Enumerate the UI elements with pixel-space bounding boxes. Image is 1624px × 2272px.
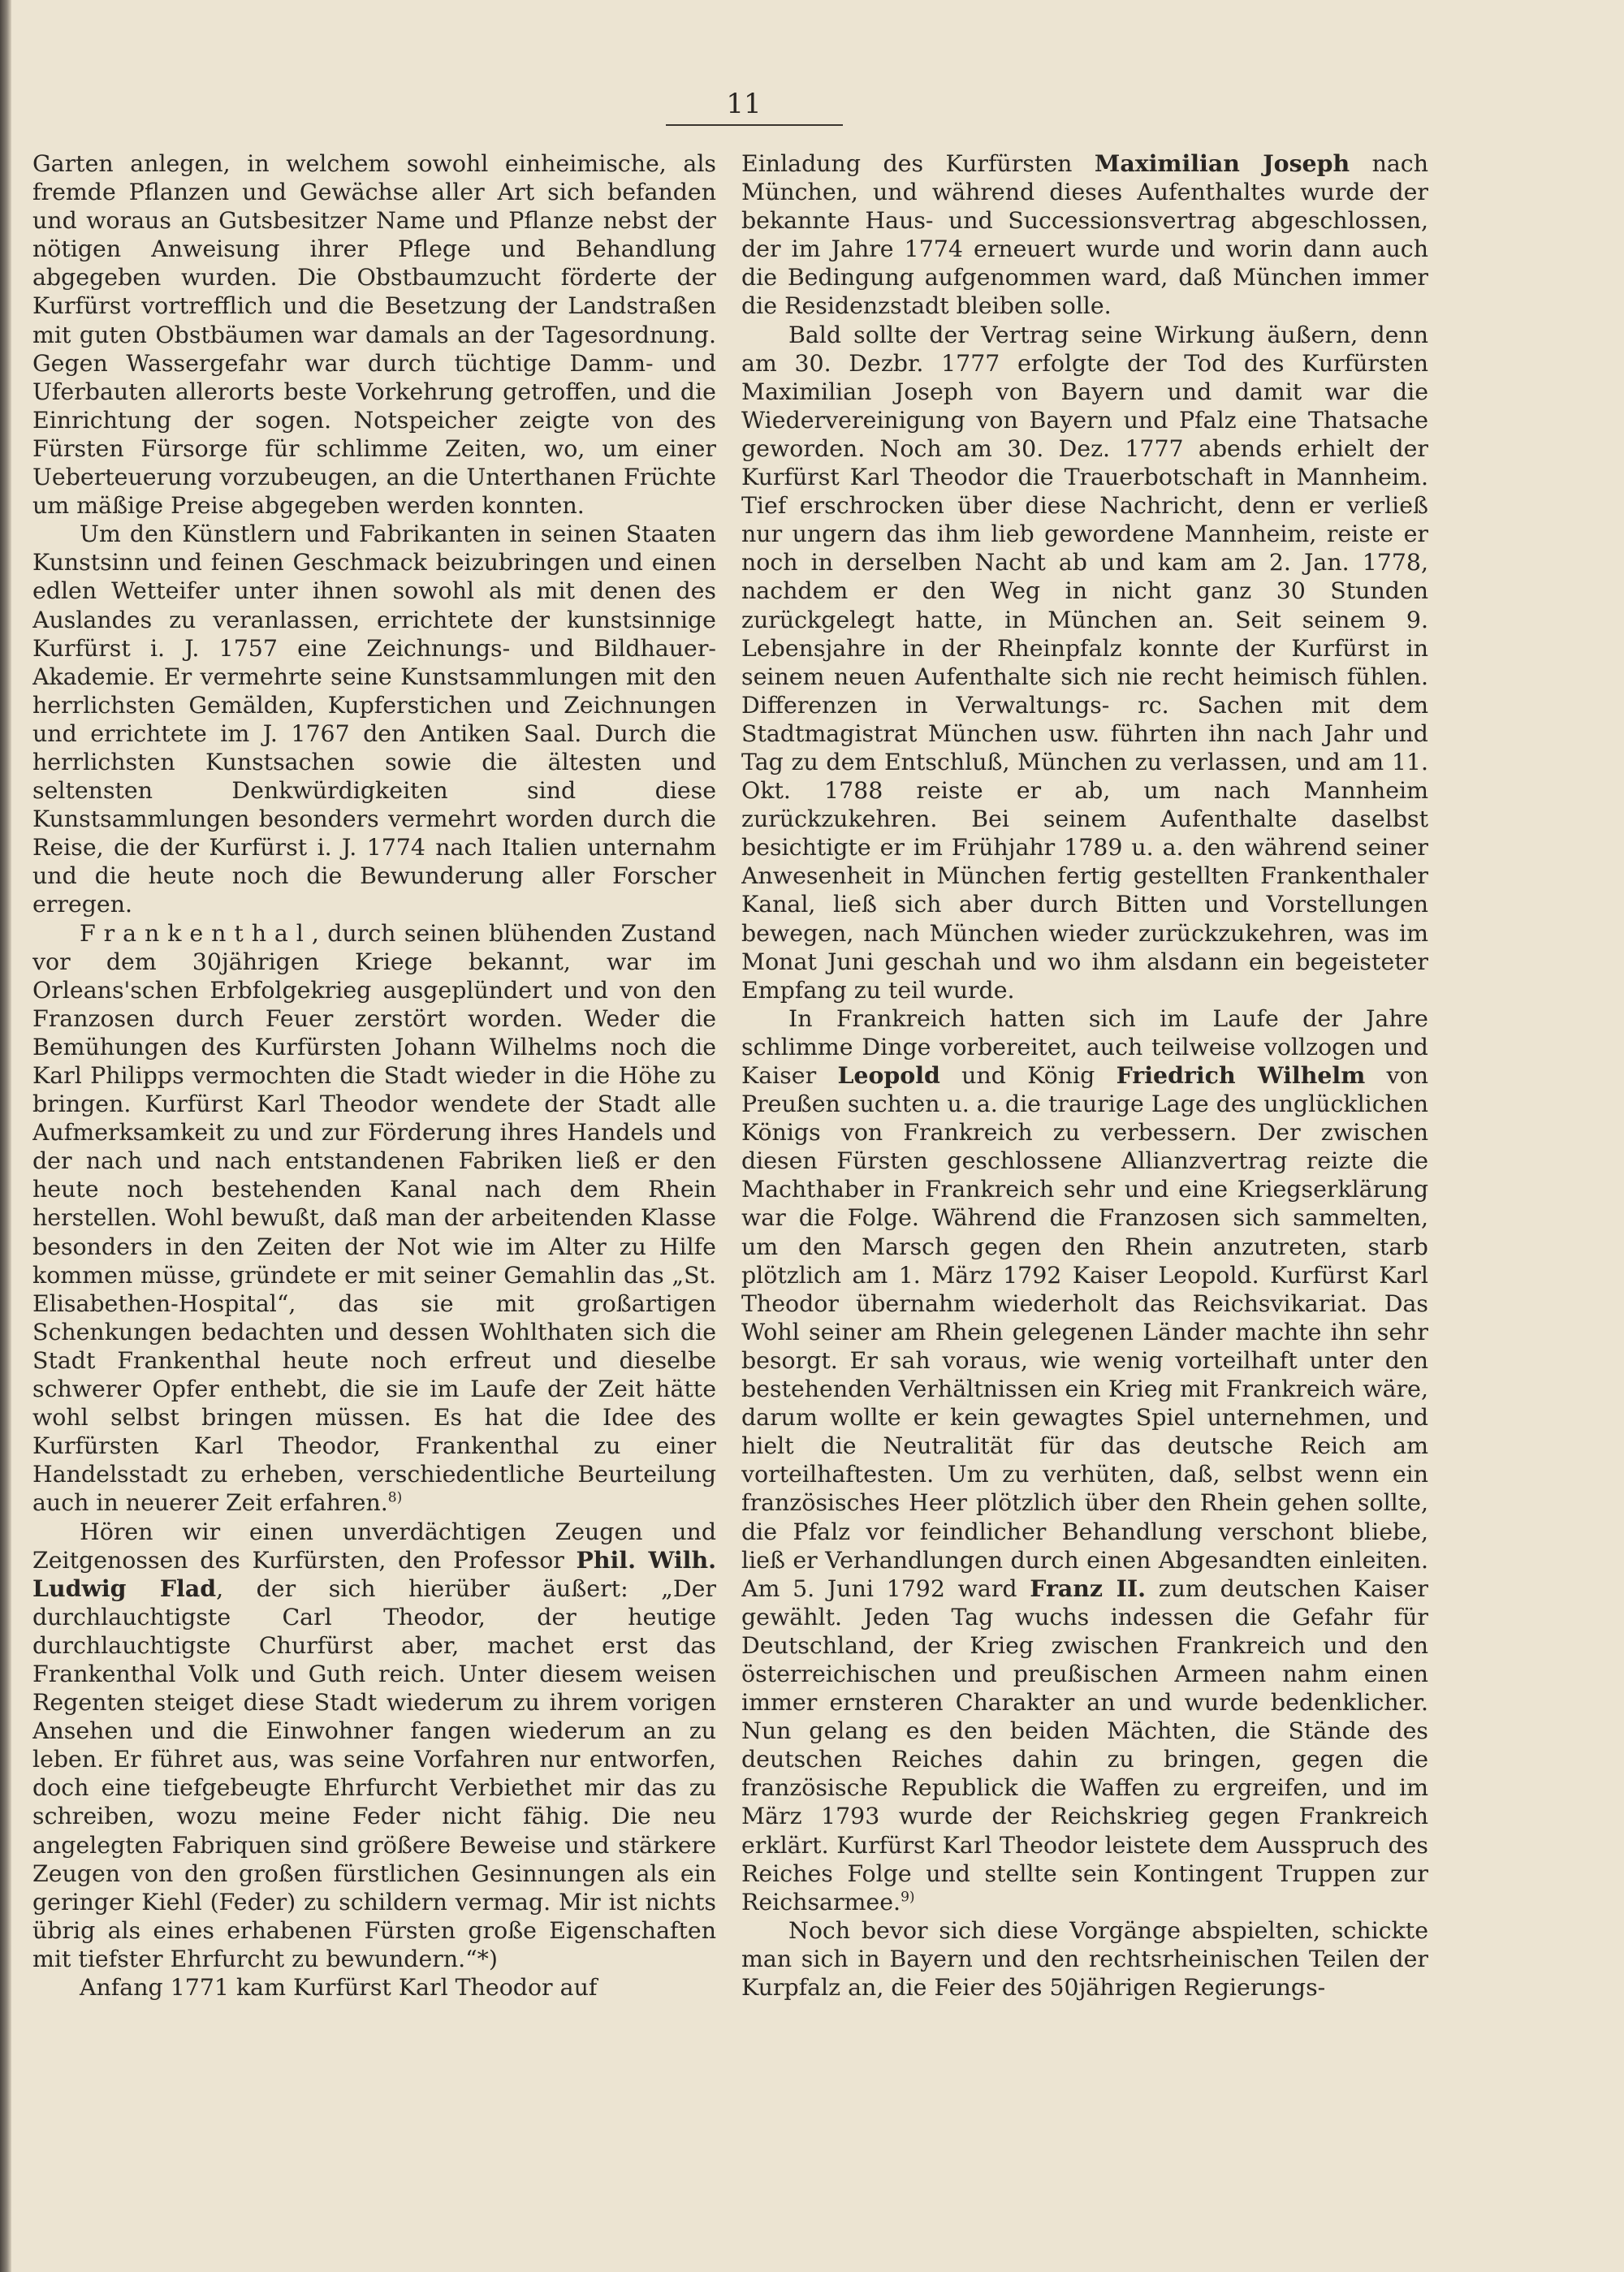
paragraph-text: von Preußen suchten u. a. die traurige Lage des unglücklichen Königs von Frankreich zu verbessern. Der zwischen diesen Fürsten geschlossene Allianzvertrag reizte die Machthaber in Frankreich sehr und eine Kriegserklärung war die Folge. Während die Franzosen sich sammelten, um den Marsch gegen den Rhein anzutreten, starb plötzlich am 1. März 1792 Kaiser Leopold. Kurfürst Karl Theodor übernahm wiederholt das Reichsvikariat. Das Wohl seiner am Rhein gelegenen Länder machte ihn sehr besorgt. Er sah voraus, wie wenig vorteilhaft unter den bestehenden Verhältnissen ein Krieg mit Frankreich wäre, darum wollte er kein gewagtes Spiel unternehmen, und hielt die Neutralität für das deutsche Reich am vorteilhaftesten. Um zu verhüten, daß, selbst wenn ein französisches Heer plötzlich über den Rhein gehen sollte, die Pfalz vor feindlicher Behandlung verschont bliebe, ließ er Verhandlungen durch einen Abgesandten einleiten. Am 5. Juni 1792 ward <box>741 1062 1428 1602</box>
bold-name: Maximilian Joseph <box>1094 149 1350 177</box>
bold-name: Leopold <box>837 1061 940 1089</box>
paragraph <box>32 149 716 520</box>
paragraph-text: In Frankreich hatten sich im Laufe der Jahre schlimme Dinge vorbereitet, auch teilweise vollzogen und Kaiser <box>741 1004 1428 1089</box>
paragraph <box>32 919 716 1518</box>
paragraph-text: Noch bevor sich diese Vorgänge abspielten, schickte man sich in Bayern und den rechtsrheinischen Teilen der Kurpfalz an, die Feier des 50jährigen Regierungs- <box>741 1916 1428 2001</box>
paragraph-text: Garten anlegen, in welchem sowohl einheimische, als fremde Pflanzen und Gewächse aller Art sich befanden und woraus an Gutsbesitzer Name und Pflanze nebst der nötigen Anweisung ihrer Pflege und Behandlung abgegeben wurden. Die Obstbaumzucht förderte der Kurfürst vortrefflich und die Besetzung der Landstraßen mit guten Obstbäumen war damals an der Tagesordnung. Gegen Wassergefahr war durch tüchtige Damm- und Uferbauten allerorts beste Vorkehrung getroffen, und die Einrichtung der sogen. Notspeicher zeigte von des Fürsten Fürsorge für schlimme Zeiten, wo, um einer Ueberteuerung vorzubeugen, an die Unterthanen Früchte um mäßige Preise abgegeben werden konnten. <box>32 150 716 520</box>
paragraph-text: Hören wir einen unverdächtigen Zeugen und Zeitgenossen des Kurfürsten, den Professor <box>32 1518 716 1574</box>
footnote-ref: 9) <box>901 1889 915 1906</box>
header-rule <box>666 124 843 126</box>
paragraph-text: Anfang 1771 kam Kurfürst Karl Theodor auf <box>80 1974 598 2001</box>
paragraph-text: zum deutschen Kaiser gewählt. Jeden Tag wuchs indessen die Gefahr für Deutschland, der Krieg zwischen Frankreich und den österreichischen und preußischen Armeen nahm einen immer ernsteren Charakter an und wurde bedenklicher. Nun gelang es den beiden Mächten, die Stände des deutschen Reiches dahin zu bringen, gegen die französische Republick die Waffen zu ergreifen, und im März 1793 wurde der Reichskrieg gegen Frankreich erklärt. Kurfürst Karl Theodor leistete dem Ausspruch des Reiches Folge und stellte sein Kontingent Truppen zur Reichsarmee. <box>741 1574 1428 1916</box>
bold-name: Phil. Wilh. Ludwig Flad <box>32 1545 716 1602</box>
paragraph <box>32 520 716 918</box>
bold-name: Friedrich Wilhelm <box>1116 1061 1366 1089</box>
footnote-ref: 8) <box>387 1489 403 1506</box>
page-number: 11 <box>726 88 762 120</box>
paragraph-text: und König <box>939 1062 1116 1089</box>
paragraph-text: , durch seinen blühenden Zustand vor dem 30jährigen Kriege bekannt, war im Orleans'schen Erbfolgekrieg ausgeplündert und von den Franzosen durch Feuer zerstört worden. Weder die Bemühungen des Kurfürsten Johann Wilhelms noch die Karl Philipps vermochten die Stadt wieder in die Höhe zu bringen. Kurfürst Karl Theodor wendete der Stadt alle Aufmerksamkeit zu und zur Förderung ihres Handels und der nach und nach entstandenen Fabriken ließ er den heute noch bestehenden Kanal nach dem Rhein herstellen. Wohl bewußt, daß man der arbeitenden Klasse besonders in den Zeiten der Not wie im Alter zu Hilfe kommen müsse, gründete er mit seiner Gemahlin das „St. Elisabethen-Hospital“, das sie mit großartigen Schenkungen bedachten und dessen Wohlthaten sich die Stadt Frankenthal heute noch erfreut und dieselbe schwerer Opfer enthebt, die sie im Laufe der Zeit hätte wohl selbst bringen müssen. Es hat die Idee des Kurfürsten Karl Theodor, Frankenthal zu einer Handelsstadt zu erheben, verschiedentliche Beurteilung auch in neuerer Zeit erfahren. <box>32 919 716 1517</box>
spaced-place-name: Frankenthal <box>80 919 312 947</box>
paragraph-text: Um den Künstlern und Fabrikanten in seinen Staaten Kunstsinn und feinen Geschmack beizubringen und einen edlen Wetteifer unter ihnen sowohl als mit denen des Auslandes zu veranlassen, errichtete der kunstsinnige Kurfürst i. J. 1757 eine Zeichnungs- und Bildhauer-Akademie. Er vermehrte seine Kunstsammlungen mit den herrlichsten Gemälden, Kupferstichen und Zeichnungen und errichtete im J. 1767 den Antiken Saal. Durch die herrlichsten Kunstsachen sowie die ältesten und seltensten Denkwürdigkeiten sind diese Kunstsammlungen besonders vermehrt worden durch die Reise, die der Kurfürst i. J. 1774 nach Italien unternahm und die heute noch die Bewunderung aller Forscher erregen. <box>32 520 716 918</box>
left-column <box>32 149 716 2253</box>
paragraph <box>741 149 1428 321</box>
bold-name: Franz II. <box>1030 1574 1147 1602</box>
paragraph-text: , der sich hierüber äußert: „Der durchlauchtigste Carl Theodor, der heutige durchlauchtigste Churfürst aber, machet erst das Frankenthal Volk und Guth reich. Unter diesem weisen Regenten steiget diese Stadt wiederum zu ihrem vorigen Ansehen und die Einwohner fangen wiederum an zu leben. Er führet aus, was seine Vorfahren nur entworfen, doch eine tiefgebeugte Ehrfurcht Verbiethet mir das zu schreiben, wozu meine Feder nicht fähig. Die neu angelegten Fabriquen sind größere Beweise und stärkere Zeugen von den großen fürstlichen Gesinnungen als ein geringer Kiehl (Feder) zu schildern vermag. Mir ist nichts übrig als eines erhabenen Fürsten große Eigenschaften mit tiefster Ehrfurcht zu bewundern.“*) <box>32 1574 716 1972</box>
paragraph <box>741 1004 1428 1916</box>
paragraph <box>32 1518 716 1974</box>
right-column <box>741 149 1428 2253</box>
paragraph <box>32 1973 716 2002</box>
paragraph-text: Bald sollte der Vertrag seine Wirkung äußern, denn am 30. Dezbr. 1777 erfolgte der Tod des Kurfürsten Maximilian Joseph von Bayern und damit war die Wiedervereinigung von Bayern und Pfalz eine Thatsache geworden. Noch am 30. Dez. 1777 abends erhielt der Kurfürst Karl Theodor die Trauerbotschaft in Mannheim. Tief erschrocken über diese Nachricht, denn er verließ nur ungern das ihm lieb gewordene Mannheim, reiste er noch in derselben Nacht ab und kam am 2. Jan. 1778, nachdem er den Weg in nicht ganz 30 Stunden zurückgelegt hatte, in München an. Seit seinem 9. Lebensjahre in der Rheinpfalz konnte der Kurfürst in seinem neuen Aufenthalte sich nie recht heimisch fühlen. Differenzen in Verwaltungs- rc. Sachen mit dem Stadtmagistrat München usw. führten ihn nach Jahr und Tag zu dem Entschluß, München zu verlassen, und am 11. Okt. 1788 reiste er ab, um nach Mannheim zurückzukehren. Bei seinem Aufenthalte daselbst besichtigte er im Frühjahr 1789 u. a. den während seiner Anwesenheit in München fertig gestellten Frankenthaler Kanal, ließ sich aber durch Bitten und Vorstellungen bewegen, nach München wieder zurückzukehren, was im Monat Juni geschah und wo ihm alsdann ein begeisteter Empfang zu teil wurde. <box>741 321 1428 1004</box>
paragraph-text: nach München, und während dieses Aufenthaltes wurde der bekannte Haus- und Successionsvertrag abgeschlossen, der im Jahre 1774 erneuert wurde und worin dann auch die Bedingung aufgenommen ward, daß München immer die Residenzstadt bleiben solle. <box>741 150 1428 320</box>
paragraph-text: Einladung des Kurfürsten <box>741 150 1095 177</box>
paragraph <box>741 321 1428 1004</box>
paragraph <box>741 1916 1428 2002</box>
